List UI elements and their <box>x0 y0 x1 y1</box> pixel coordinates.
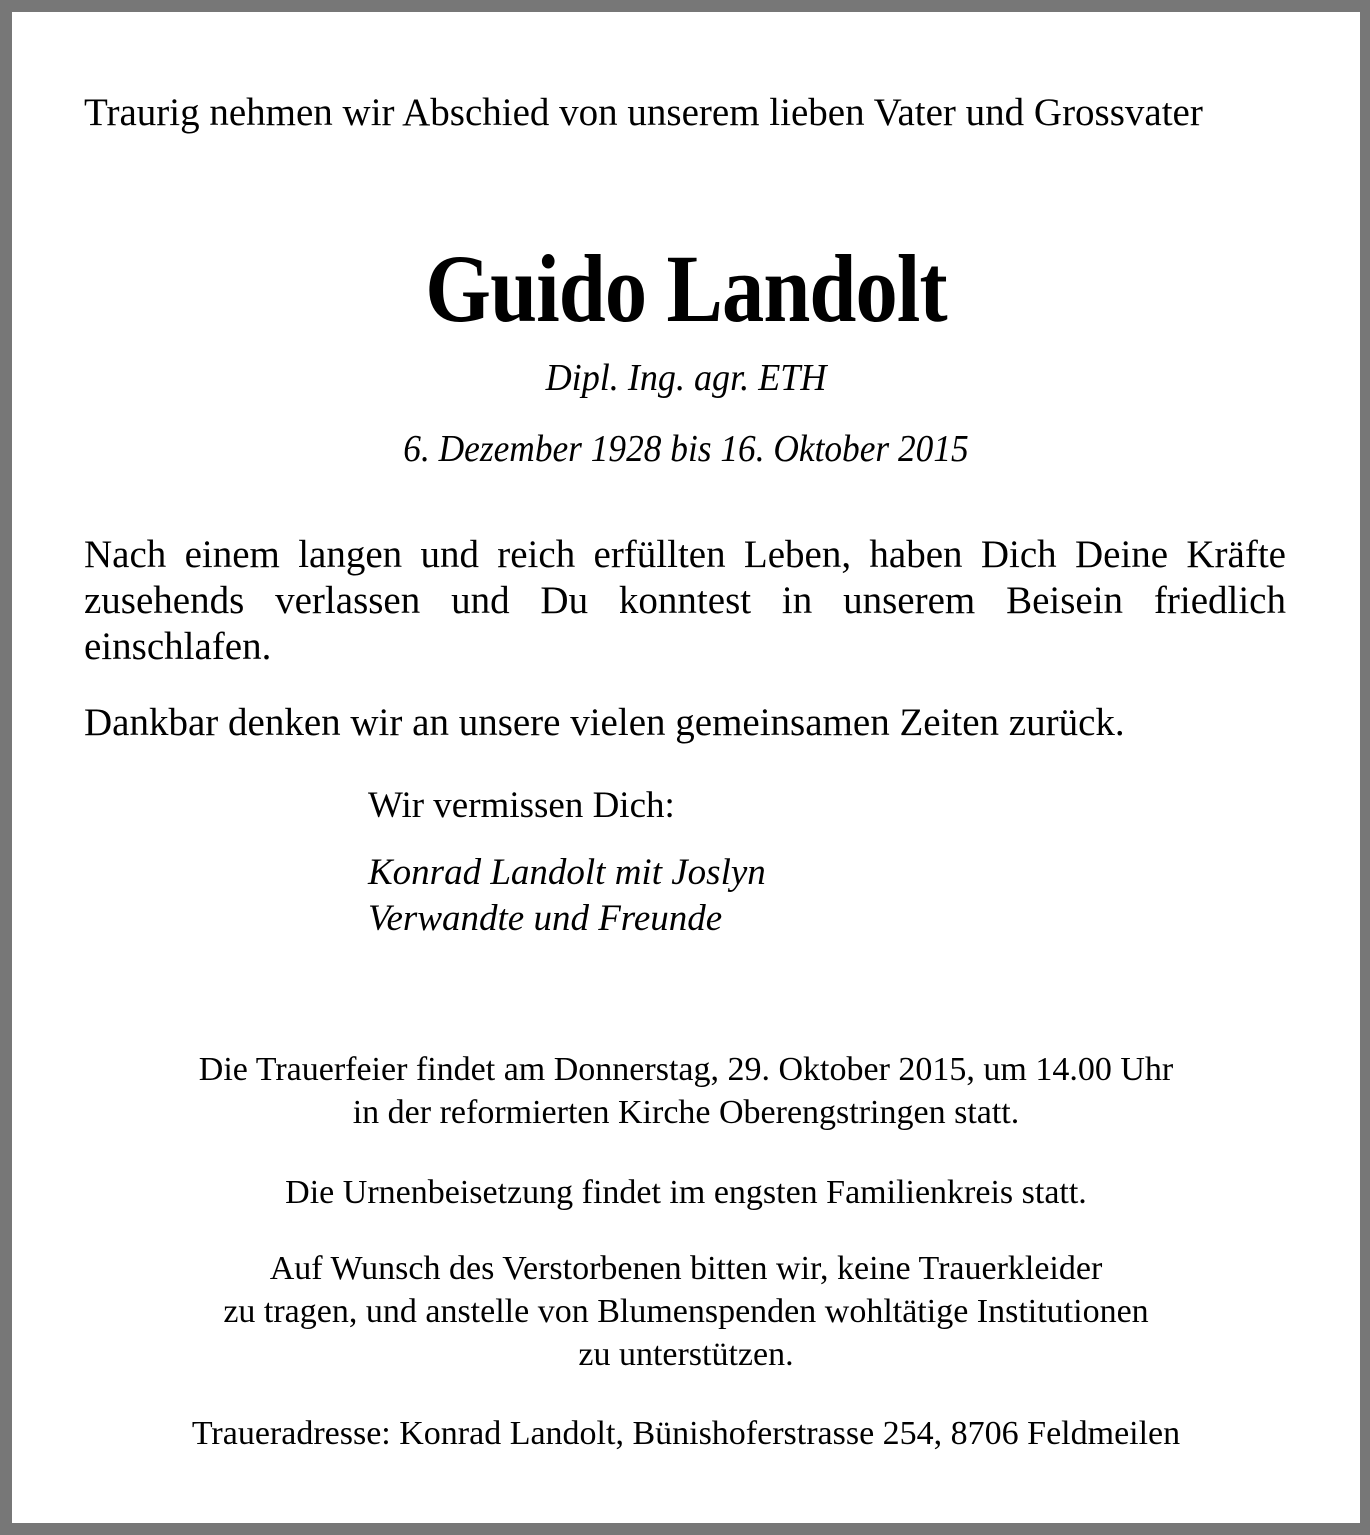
wish-line: Auf Wunsch des Verstorbenen bitten wir, keine Trauerkleider <box>269 1250 1103 1287</box>
gratitude-paragraph: Dankbar denken wir an unsere vielen gemeinsamen Zeiten zurück. <box>84 701 1125 744</box>
ceremony-line: in der reformierten Kirche Oberengstringen statt. <box>352 1094 1020 1131</box>
ceremony-line: Die Trauerfeier findet am Donnerstag, 29. Oktober 2015, um 14.00 Uhr <box>198 1051 1174 1088</box>
signer-line: Verwandte und Freunde <box>368 898 723 939</box>
signers-list <box>368 850 766 942</box>
wish-line: zu tragen, und anstelle von Blumenspenden wohltätige Institutionen <box>223 1293 1149 1330</box>
mourning-address <box>12 1412 1360 1455</box>
signer-line: Konrad Landolt mit Joslyn <box>368 852 766 893</box>
wish-info <box>12 1247 1360 1376</box>
ceremony-info <box>12 1048 1360 1134</box>
urn-line: Die Urnenbeisetzung findet im engsten Familienkreis statt. <box>285 1174 1087 1211</box>
obituary-notice <box>12 12 1360 1523</box>
academic-title: Dipl. Ing. agr. ETH <box>545 357 827 399</box>
urn-burial-info <box>12 1171 1360 1214</box>
wish-line: zu unterstützen. <box>578 1336 794 1373</box>
farewell-paragraph: Nach einem langen und reich erfüllten Leben, haben Dich Deine Kräfte zusehends verlassen und Du konntest in unserem Beisein friedlich einschlafen. <box>84 533 1286 668</box>
deceased-name: Guido Landolt <box>425 235 947 342</box>
missing-label: Wir vermissen Dich: <box>368 785 675 826</box>
address-line: Traueradresse: Konrad Landolt, Bünishoferstrasse 254, 8706 Feldmeilen <box>191 1415 1181 1452</box>
intro-text: Traurig nehmen wir Abschied von unserem lieben Vater und Grossvater <box>84 91 1203 134</box>
life-dates: 6. Dezember 1928 bis 16. Oktober 2015 <box>403 428 969 470</box>
